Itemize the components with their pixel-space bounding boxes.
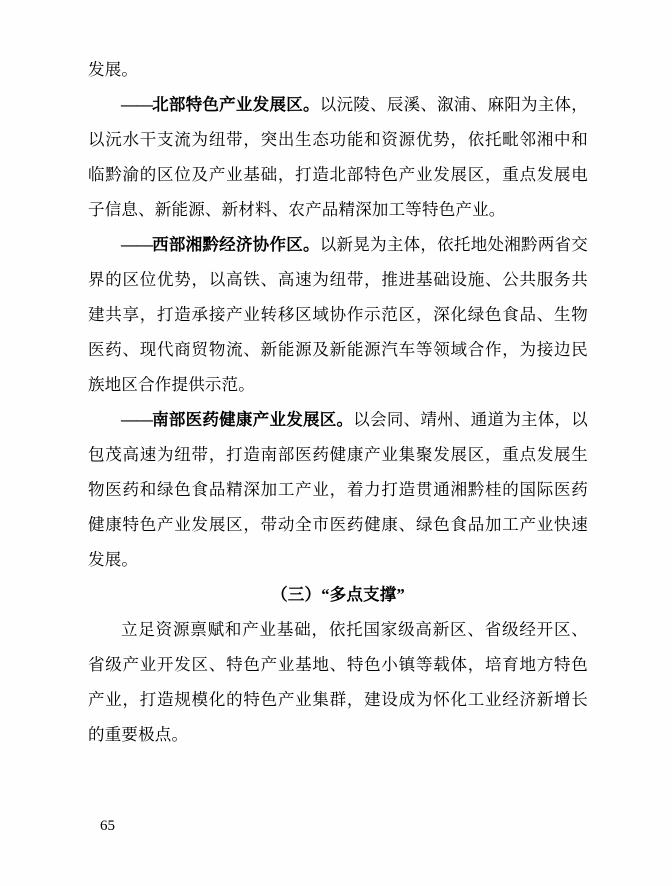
em-dash-marker: —— (121, 235, 152, 254)
paragraph-text: 以会同、靖州、通道为主体，以包茂高速为纽带，打造南部医药健康产业集聚发展区，重点发展生物医药和绿色食品精深加工产业，着力打造贯通湘黔桂的国际医药健康特色产业发展区，带动全市医药健康、绿色食品加工产业快速发展。 (88, 410, 588, 569)
em-dash-marker: —— (121, 95, 152, 114)
page-body (88, 52, 588, 752)
paragraph-text: 以新晃为主体，依托地处湘黔两省交界的区位优势，以高铁、高速为纽带，推进基础设施、公共服务共建共享，打造承接产业转移区域协作示范区，深化绿色食品、生物医药、现代商贸物流、新能源及新能源汽车等领域合作，为接边民族地区合作提供示范。 (88, 235, 589, 394)
paragraph-text: 发展。 (88, 60, 139, 79)
paragraph-west-zone (88, 227, 588, 402)
page-number: 65 (100, 818, 115, 834)
paragraph-text: 立足资源禀赋和产业基础，依托国家级高新区、省级经开区、省级产业开发区、特色产业基地、特色小镇等载体，培育地方特色产业，打造规模化的特色产业集群，建设成为怀化工业经济新增长的重要极点。 (88, 620, 588, 744)
paragraph-multi-point-support (88, 612, 588, 752)
paragraph-continuation (88, 52, 588, 87)
paragraph-south-zone (88, 402, 588, 577)
paragraph-lead-title: 北部特色产业发展区。 (152, 95, 320, 114)
em-dash-marker: —— (121, 410, 152, 429)
paragraph-text: 以沅陵、辰溪、溆浦、麻阳为主体，以沅水干支流为纽带，突出生态功能和资源优势，依托毗邻湘中和临黔渝的区位及产业基础，打造北部特色产业发展区，重点发展电子信息、新能源、新材料、农产品精深加工等特色产业。 (88, 95, 589, 219)
section-heading-text: （三）“多点支撑” (271, 585, 405, 604)
section-heading (88, 577, 588, 612)
paragraph-lead-title: 西部湘黔经济协作区。 (152, 235, 320, 254)
paragraph-lead-title: 南部医药健康产业发展区。 (152, 410, 354, 429)
paragraph-north-zone (88, 87, 588, 227)
